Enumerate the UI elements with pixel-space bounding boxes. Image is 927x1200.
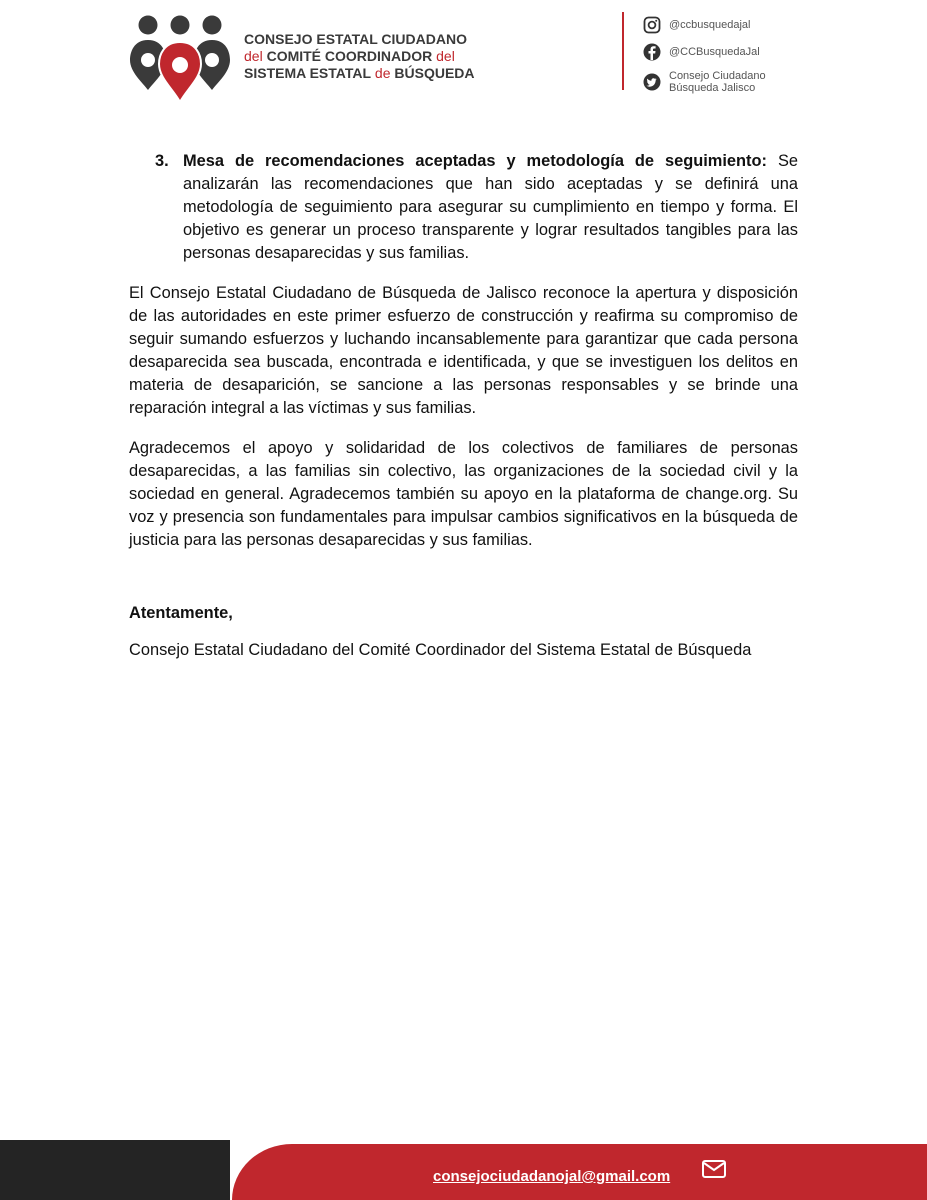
list-item-3 [129,150,798,265]
organization-name [244,31,475,82]
org-name-line1: CONSEJO ESTATAL CIUDADANO [244,31,467,47]
letter-body [129,150,798,662]
instagram-handle: @ccbusquedajal [669,19,751,31]
letterhead-header [0,0,927,120]
letterhead-footer [0,1138,927,1200]
closing-salutation: Atentamente, [129,604,233,622]
header-divider [622,12,624,90]
social-links [643,16,766,103]
signature-block: Consejo Estatal Ciudadano del Comité Coordinador del Sistema Estatal de Búsqueda [129,641,752,659]
instagram-icon [643,16,661,34]
list-item-body [183,150,798,265]
facebook-handle: @CCBusquedaJal [669,46,760,58]
paragraph-acknowledgment: El Consejo Estatal Ciudadano de Búsqueda de Jalisco reconoce la apertura y disposición de las autoridades en este primer esfuerzo de construcción y reafirma su compromiso de seguir sumando esfuerzos y luchando incansablemente para garantizar que cada persona desaparecida sea buscada, encontrada e identificada, y que se investiguen los delitos en materia de desaparición, se sancione a las personas responsables y se brinde una reparación integral a las víctimas y sus familias. [129,284,798,417]
twitter-icon [643,73,661,91]
people-location-logo-icon [128,12,232,104]
org-name-line2: del COMITÉ COORDINADOR del [244,48,455,64]
list-number: 3. [155,152,169,170]
org-name-line3: SISTEMA ESTATAL de BÚSQUEDA [244,65,475,81]
mail-icon [701,1159,727,1179]
footer-dark-band [0,1140,230,1200]
social-facebook [643,43,766,61]
list-item-title: Mesa de recomendaciones aceptadas y metodología de seguimiento: [183,152,767,170]
list-item-text: Se analizarán las recomendaciones que han sido aceptadas y se definirá una metodología de seguimiento para asegurar su cumplimiento en tiempo y forma. El objetivo es generar un proceso transparente y lograr resultados tangibles para las personas desaparecidas y sus familias. [183,152,798,262]
paragraph-gratitude: Agradecemos el apoyo y solidaridad de los colectivos de familiares de personas desaparecidas, a las familias sin colectivo, las organizaciones de la sociedad civil y la sociedad en general. Agradecemos también su apoyo en la plataforma de change.org. Su voz y presencia son fundamentales para impulsar cambios significativos en la búsqueda de justicia para las personas desaparecidas y sus familias. [129,439,798,549]
social-twitter [643,70,766,94]
contact-email-link[interactable]: consejociudadanojal@gmail.com [433,1168,671,1185]
twitter-handle: Consejo Ciudadano Búsqueda Jalisco [669,70,766,94]
facebook-icon [643,43,661,61]
social-instagram [643,16,766,34]
